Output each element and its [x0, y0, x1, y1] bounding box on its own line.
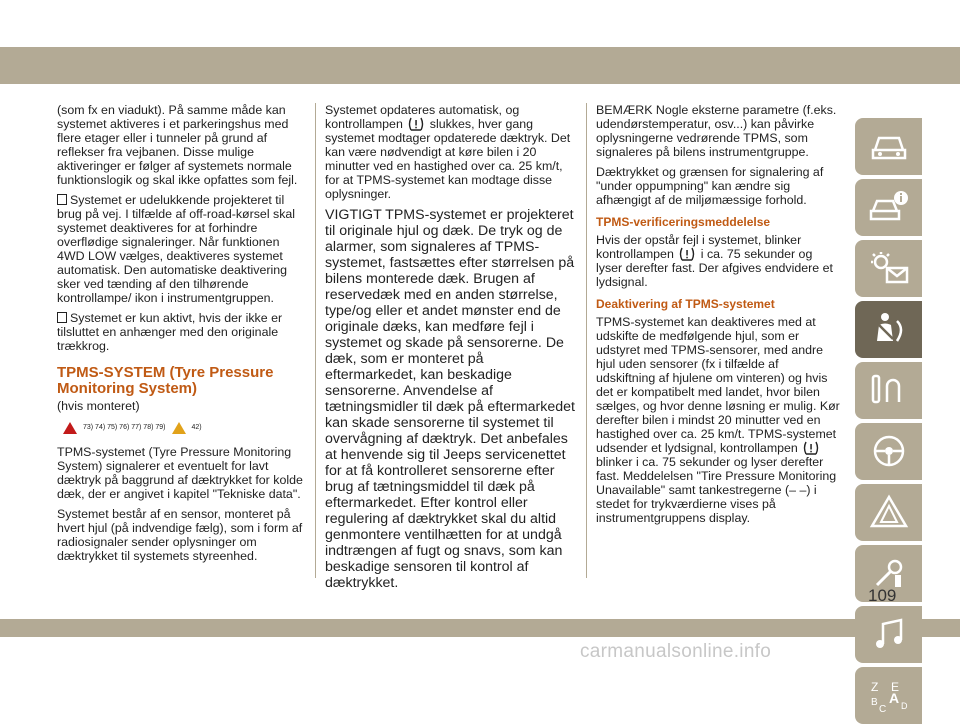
chapter-tab-car[interactable] [855, 118, 922, 175]
svg-text:C: C [879, 704, 887, 713]
paragraph: BEMÆRK Nogle eksterne parametre (f.eks. udendørstemperatur, osv...) kan påvirke oplysningerne vedrørende TPMS, som signaleres på bilens instrumentgruppe. [596, 103, 837, 159]
paragraph: Systemet er udelukkende projekteret til brug på vej. I tilfælde af off-road-kørsel skal systemet deaktiveres for at forhindre overflødige signaleringer. Når funktionen 4WD LOW vælges, deaktiveres systemet automatisk. Den automatiske deaktivering sker ved tænding af den tilhørende kontrollampe/ ikon i instrumentgruppen. [57, 193, 296, 305]
svg-text:E: E [891, 680, 900, 694]
steering-wheel-icon [869, 433, 909, 469]
chapter-tab-index[interactable] [855, 667, 922, 724]
page-number: 109 [868, 586, 897, 605]
chapter-tab-car-info[interactable] [855, 179, 922, 236]
top-band [0, 47, 960, 84]
car-icon [869, 128, 909, 164]
subsection-heading: TPMS-verificeringsmeddelelse [596, 215, 771, 229]
wrench-tools-icon [869, 372, 909, 408]
bottom-band [0, 619, 960, 637]
subheading: (hvis monteret) [57, 399, 140, 413]
section-heading: TPMS-SYSTEM (Tyre Pressure Monitoring System) [57, 364, 274, 397]
text-column-1 [57, 103, 307, 569]
danger-warning-icon [63, 422, 77, 434]
seatbelt-person-icon [869, 311, 909, 347]
music-note-icon [869, 616, 909, 652]
chapter-tab-starting-driving[interactable] [855, 362, 922, 419]
chapter-tab-safety[interactable] [855, 301, 922, 358]
svg-text:D: D [901, 701, 908, 711]
column-divider [315, 103, 316, 578]
svg-text:B: B [871, 697, 878, 708]
text-column-3 [596, 103, 841, 531]
column-divider [586, 103, 587, 578]
note-checkbox-icon [57, 194, 67, 205]
light-message-icon [869, 250, 909, 286]
paragraph: Hvis der opstår fejl i systemet, blinker kontrollampen i ca. 75 sekunder og lyser derefter fast. Der afgives endvidere et lydsignal. [596, 233, 833, 289]
paragraph: Systemet opdateres automatisk, og kontrollampen slukkes, hver gang systemet modtager opdaterede dæktryk. Det kan være nødvendigt at køre bilen i 20 minutter ved en hastighed over ca. 25 km/t, for at TPMS-systemet kan modtage disse oplysninger. [325, 103, 571, 201]
paragraph: Dæktrykket og grænsen for signalering af "under oppumpning" kan ændre sig afhængigt af de miljømæssige forhold. [596, 165, 824, 207]
car-info-icon [869, 189, 909, 225]
subsection-heading: Deaktivering af TPMS-systemet [596, 297, 775, 311]
tpms-warning-icon [408, 117, 424, 131]
index-letters-icon [869, 677, 909, 713]
tpms-warning-icon [803, 441, 819, 455]
svg-text:Z: Z [871, 680, 879, 694]
paragraph: Systemet består af en sensor, monteret på hvert hjul (på indvendige fælg), som i form af radiosignaler sender oplysninger om dæktrykket til systemets styreenhed. [57, 507, 303, 563]
warning-triangle-icon [869, 494, 909, 530]
chapter-tab-lights-messages[interactable] [855, 240, 922, 297]
chapter-tab-steering[interactable] [855, 423, 922, 480]
text-column-2 [325, 103, 577, 597]
paragraph: TPMS-systemet (Tyre Pressure Monitoring System) signalerer et eventuelt for lavt dæktryk på baggrund af dæktrykket for kolde dæk, der er angivet i kapitel "Tekniske data". [57, 445, 303, 501]
chapter-tab-technical-data[interactable] [855, 606, 922, 663]
warning-references: 73) 74) 75) 76) 77) 78) 79) 42) [63, 421, 307, 435]
tpms-warning-icon [679, 247, 695, 261]
important-paragraph: VIGTIGT TPMS-systemet er projekteret til originale hjul og dæk. De tryk og de alarmer, som signaleres af TPMS-systemet, fastsættes efter størrelsen på bilens monterede dæk. Brugen af reservedæk med en anden størrelse, type/og eller et andet mønster end de originale dæks, kan medføre fejl i systemet og skade på sensorerne. De dæk, som er monteret på eftermarkedet, kan beskadige sensorerne. Anvendelse af tætningsmidler til dæk på eftermarkedet kan skade sensorerne til systemet til overvågning af dæktryk. Det anbefales at henvende sig til Jeeps servicenettet for at få kontrolleret sensorerne efter brug af tætningsmiddel til dæk på eftermarkedet. Efter kontrol eller regulering af dæktrykket skal du altid genmontere ventilhætten for at undgå indtrængen af fugt og snavs, som kan beskadige sensoren til kontrol af dæktrykket. [325, 207, 575, 591]
watermark: carmanualsonline.info [580, 641, 772, 662]
chapter-tabs [855, 118, 922, 728]
svg-text:A: A [889, 690, 900, 706]
caution-warning-icon [172, 422, 186, 434]
chapter-tab-emergency[interactable] [855, 484, 922, 541]
paragraph: Systemet er kun aktivt, hvis der ikke er tilsluttet en anhænger med den originale trækkrog. [57, 311, 283, 353]
note-checkbox-icon [57, 312, 67, 323]
paragraph: TPMS-systemet kan deaktiveres med at udskifte de medfølgende hjul, som er udstyret med TPMS-sensorer, med andre hjul uden sensorer (fx i tilfælde af udskiftning af hjulene om vinteren) og hvis det er kompatibelt med landet, hvor bilen sælges, og hvor denne løsning er mulig. Kør derefter bilen i mindst 20 minutter ved en hastighed over ca. 25 km/t. TPMS-systemet udsender et lydsignal, kontrollampen blinker i ca. 75 sekunder og lyser derefter fast. Meddelelsen "Tire Pressure Monitoring Unavailable" samt tankestregerne (– –) i stedet for trykværdierne vises på instrumentgruppens display. [596, 315, 840, 525]
paragraph: (som fx en viadukt). På samme måde kan systemet aktiveres i et parkeringshus med flere etager eller i tunneler på grund af reflekser fra vejbanen. Disse mulige aktiveringer er følger af systemets normale funktionslogik og skal ikke opfattes som fejl. [57, 103, 298, 187]
